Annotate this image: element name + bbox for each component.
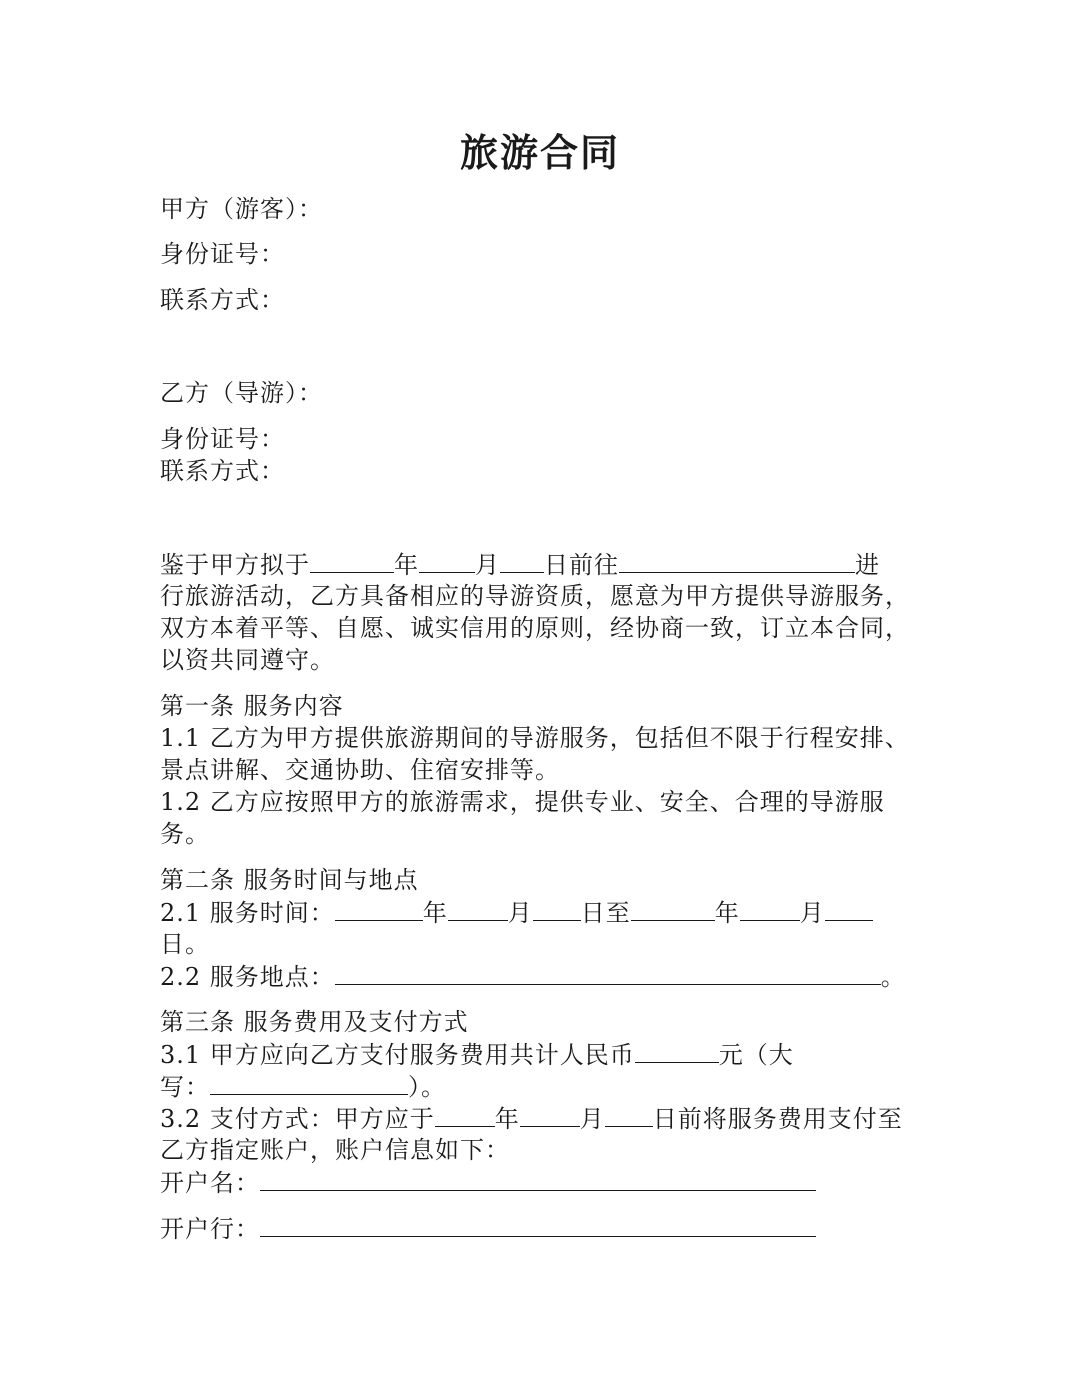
clause-1-1-line-2: 景点讲解、交通协助、住宿安排等。	[160, 756, 560, 784]
clause-2-2-prefix: 2.2 服务地点：	[160, 963, 335, 991]
clause-2-1-line-2: 日。	[160, 930, 210, 958]
fee-amount-blank[interactable]	[635, 1038, 719, 1063]
pay-day-blank[interactable]	[605, 1102, 653, 1127]
account-name-blank[interactable]	[260, 1166, 816, 1191]
clause-3-1-prefix: 3.1 甲方应向乙方支付服务费用共计人民币	[160, 1041, 635, 1069]
end-month-blank[interactable]	[740, 896, 800, 921]
preamble-text: 鉴于甲方拟于	[160, 551, 310, 579]
preamble-line-3: 双方本着平等、自愿、诚实信用的原则，经协商一致，订立本合同，	[160, 614, 910, 642]
party-b-label: 乙方（导游）：	[160, 379, 323, 407]
clause-1-2-line-2: 务。	[160, 820, 210, 848]
start-day-blank[interactable]	[533, 896, 581, 921]
clause-3-1-line-1	[160, 1038, 794, 1071]
account-name-label: 开户名：	[160, 1169, 260, 1197]
month-blank[interactable]	[419, 548, 475, 573]
month-text: 月	[507, 899, 533, 927]
month-text: 月	[579, 1105, 605, 1133]
month-text: 月	[799, 899, 825, 927]
party-b-id-label: 身份证号：	[160, 425, 285, 453]
clause-2-1-prefix: 2.1 服务时间：	[160, 899, 335, 927]
clause-3-1-line-2	[160, 1070, 446, 1103]
start-year-blank[interactable]	[335, 896, 423, 921]
clause-2-2-line	[160, 960, 906, 993]
day-text: 日前往	[544, 551, 619, 579]
destination-blank[interactable]	[619, 548, 855, 573]
pay-year-blank[interactable]	[435, 1102, 495, 1127]
party-a-id-label: 身份证号：	[160, 240, 285, 268]
preamble-line-1	[160, 548, 880, 581]
day-to-text: 日至	[580, 899, 631, 927]
close-paren-text: ）。	[408, 1073, 446, 1101]
preamble-line-4: 以资共同遵守。	[160, 646, 335, 674]
end-day-blank[interactable]	[825, 896, 873, 921]
capital-label: 写：	[160, 1073, 210, 1101]
bank-line	[160, 1212, 816, 1245]
party-a-contact-label: 联系方式：	[160, 286, 285, 314]
clause-2-1-line-1	[160, 896, 873, 929]
document-title: 旅游合同	[459, 131, 620, 175]
start-month-blank[interactable]	[448, 896, 508, 921]
clause-3-2-tail: 日前将服务费用支付至	[652, 1105, 903, 1133]
preamble-line-2: 行旅游活动，乙方具备相应的导游资质，愿意为甲方提供导游服务，	[160, 582, 910, 610]
party-a-label: 甲方（游客）：	[160, 195, 323, 223]
service-location-blank[interactable]	[335, 960, 881, 985]
party-b-contact-label: 联系方式：	[160, 457, 285, 485]
yuan-text: 元（大	[718, 1041, 794, 1069]
year-text: 年	[714, 899, 740, 927]
bank-label: 开户行：	[160, 1215, 260, 1243]
article-1-heading: 第一条 服务内容	[160, 692, 344, 720]
month-text: 月	[475, 551, 500, 579]
day-blank[interactable]	[500, 548, 544, 573]
pay-month-blank[interactable]	[520, 1102, 580, 1127]
year-text: 年	[422, 899, 448, 927]
clause-3-2-prefix: 3.2 支付方式：甲方应于	[160, 1105, 435, 1133]
clause-1-2-line-1: 1.2 乙方应按照甲方的旅游需求，提供专业、安全、合理的导游服	[160, 788, 885, 816]
period-text: 。	[880, 963, 906, 991]
fee-capital-blank[interactable]	[210, 1070, 408, 1095]
end-year-blank[interactable]	[631, 896, 715, 921]
article-2-heading: 第二条 服务时间与地点	[160, 866, 419, 894]
year-blank[interactable]	[310, 548, 394, 573]
year-text: 年	[394, 551, 419, 579]
clause-1-1-line-1: 1.1 乙方为甲方提供旅游期间的导游服务，包括但不限于行程安排、	[160, 724, 910, 752]
year-text: 年	[494, 1105, 520, 1133]
article-3-heading: 第三条 服务费用及支付方式	[160, 1008, 469, 1036]
account-name-line	[160, 1166, 816, 1199]
jin-text: 进	[855, 551, 880, 579]
bank-blank[interactable]	[260, 1212, 816, 1237]
clause-3-2-line-1	[160, 1102, 903, 1135]
clause-3-2-line-2: 乙方指定账户，账户信息如下：	[160, 1136, 510, 1164]
